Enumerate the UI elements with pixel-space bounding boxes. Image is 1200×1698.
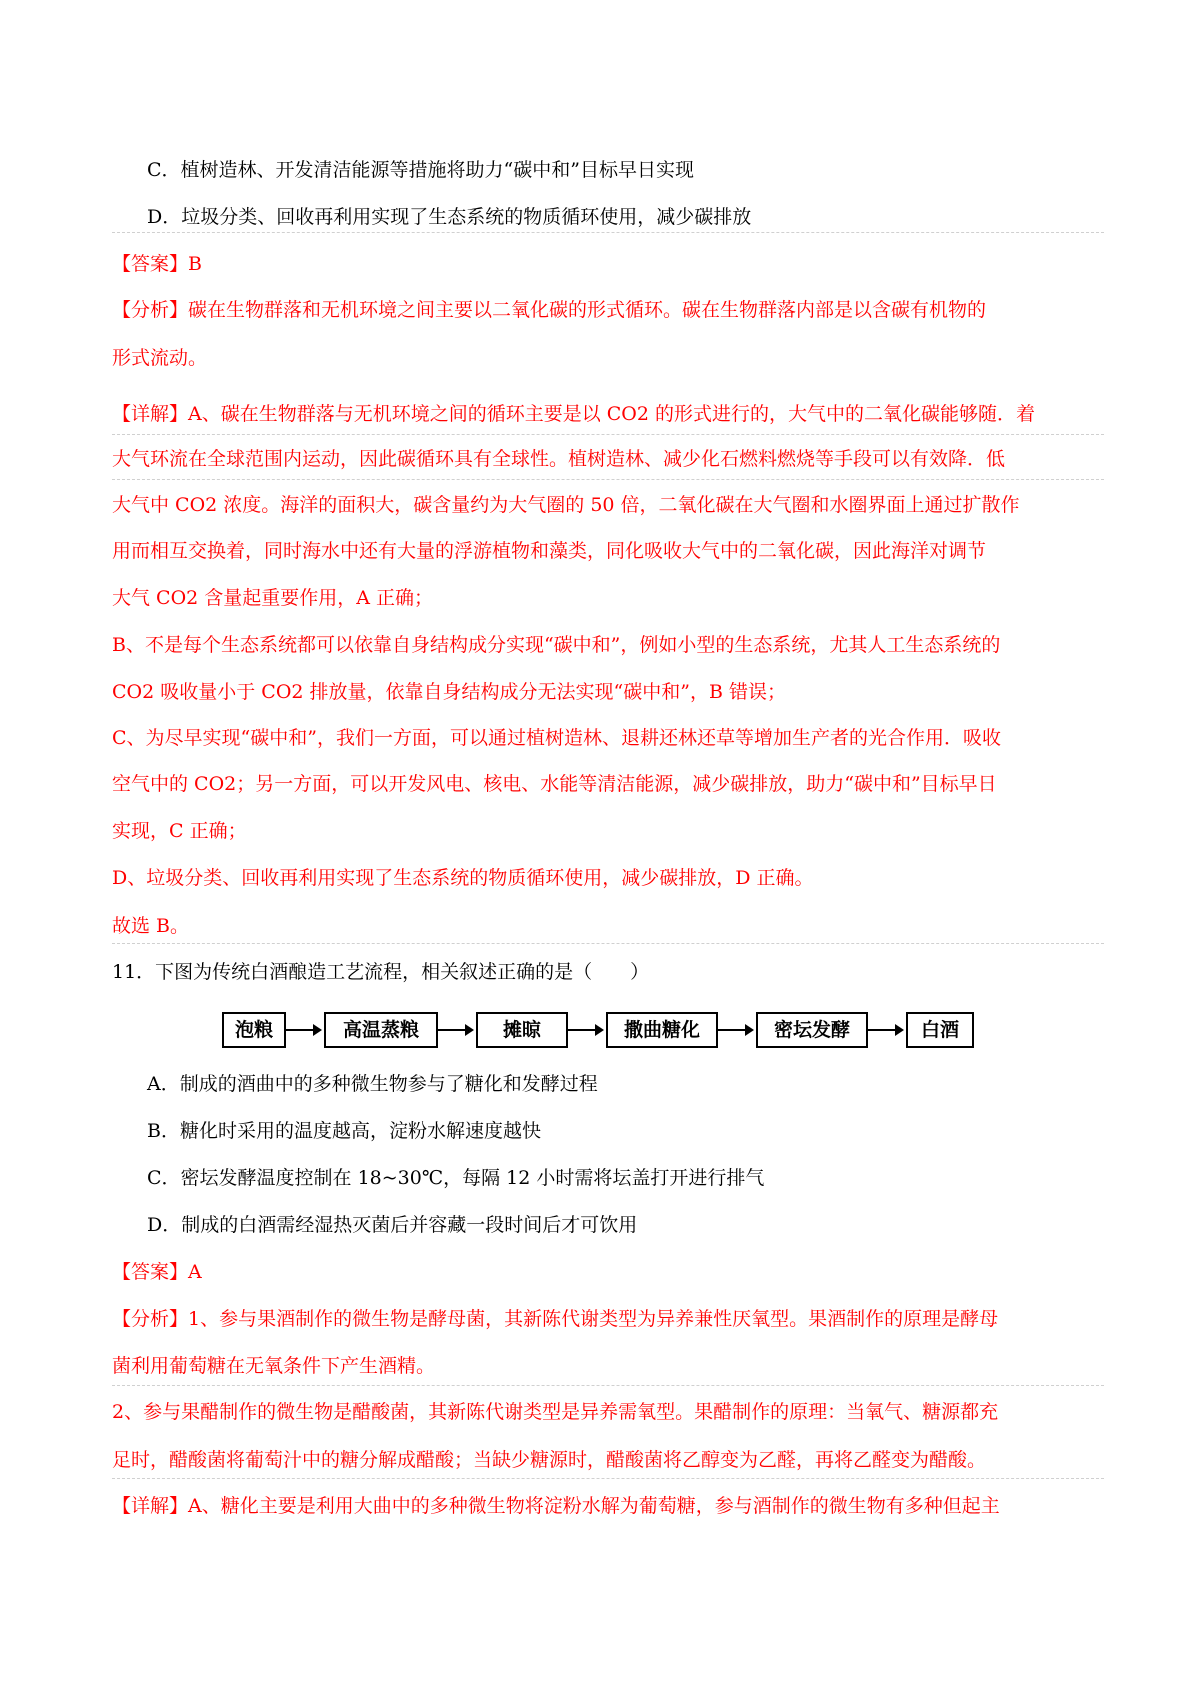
q11-answer	[112, 1258, 202, 1286]
q11-option-a: A．制成的酒曲中的多种微生物参与了糖化和发酵过程	[147, 1073, 598, 1095]
flow-arrow	[718, 1029, 752, 1031]
answer-value: B	[188, 253, 202, 275]
q10-detail-line-9: 空气中的 CO2；另一方面，可以开发风电、核电、水能等清洁能源，减少碳排放，助力“碳中和”目标早日	[112, 773, 997, 795]
q10-analysis-line-1: 【分析】碳在生物群落和无机环境之间主要以二氧化碳的形式循环。碳在生物群落内部是以含碳有机物的	[112, 299, 987, 321]
q11-option-b: B．糖化时采用的温度越高，淀粉水解速度越快	[147, 1120, 541, 1142]
flow-step-liquor: 白酒	[906, 1012, 974, 1048]
answer-value: A	[188, 1261, 202, 1283]
divider	[112, 479, 1104, 480]
q10-option-c: C．植树造林、开发清洁能源等措施将助力“碳中和”目标早日实现	[147, 159, 694, 181]
q10-detail-line-2: 大气环流在全球范围内运动，因此碳循环具有全球性。植树造林、减少化石燃料燃烧等手段可以有效降．低	[112, 448, 1006, 470]
q10-detail-line-7: CO2 吸收量小于 CO2 排放量，依靠自身结构成分无法实现“碳中和”，B 错误；	[112, 681, 786, 703]
q10-detail-line-5: 大气 CO2 含量起重要作用，A 正确；	[112, 587, 434, 609]
q10-detail-line-11: D、垃圾分类、回收再利用实现了生态系统的物质循环使用，减少碳排放，D 正确。	[112, 867, 814, 889]
process-flow-diagram	[222, 1012, 974, 1060]
q11-analysis-line-3: 2、参与果醋制作的微生物是醋酸菌，其新陈代谢类型是异养需氧型。果醋制作的原理：当氧气、糖源都充	[112, 1401, 999, 1423]
divider	[112, 1478, 1104, 1479]
q10-answer	[112, 250, 202, 278]
flow-arrow	[438, 1029, 472, 1031]
q11-stem: 11．下图为传统白酒酿造工艺流程，相关叙述正确的是（ ）	[112, 961, 650, 983]
flow-step-cool: 摊晾	[476, 1012, 568, 1048]
q10-detail-line-4: 用而相互交换着，同时海水中还有大量的浮游植物和藻类，同化吸收大气中的二氧化碳，因此海洋对调节	[112, 540, 987, 562]
answer-tag: 【答案】	[112, 253, 189, 275]
flow-step-ferment: 密坛发酵	[756, 1012, 868, 1048]
q10-analysis-line-2: 形式流动。	[112, 347, 208, 369]
flow-arrow	[286, 1029, 320, 1031]
q10-detail-line-6: B、不是每个生态系统都可以依靠自身结构成分实现“碳中和”，例如小型的生态系统，尤其人工生态系统的	[112, 634, 1001, 656]
flow-step-soak: 泡粮	[222, 1012, 286, 1048]
q10-detail-line-8: C、为尽早实现“碳中和”，我们一方面，可以通过植树造林、退耕还林还草等增加生产者的光合作用．吸收	[112, 727, 1001, 749]
divider	[112, 434, 1104, 435]
divider	[112, 1385, 1104, 1386]
divider	[112, 232, 1104, 233]
q11-analysis-line-2: 菌利用葡萄糖在无氧条件下产生酒精。	[112, 1355, 436, 1377]
q10-detail-line-1: 【详解】A、碳在生物群落与无机环境之间的循环主要是以 CO2 的形式进行的，大气中的二氧化碳能够随．着	[112, 403, 1036, 425]
answer-tag: 【答案】	[112, 1261, 189, 1283]
flow-arrow	[868, 1029, 902, 1031]
divider	[112, 943, 1104, 944]
flow-step-steam: 高温蒸粮	[324, 1012, 438, 1048]
q11-option-d: D．制成的白酒需经湿热灭菌后并容藏一段时间后才可饮用	[147, 1214, 638, 1236]
q11-analysis-line-1: 【分析】1、参与果酒制作的微生物是酵母菌，其新陈代谢类型为异养兼性厌氧型。果酒制作的原理是酵母	[112, 1308, 999, 1330]
q11-option-c: C．密坛发酵温度控制在 18~30℃，每隔 12 小时需将坛盖打开进行排气	[147, 1167, 765, 1189]
flow-step-saccharify: 撒曲糖化	[606, 1012, 718, 1048]
flow-arrow	[568, 1029, 602, 1031]
q11-detail-line-1: 【详解】A、糖化主要是利用大曲中的多种微生物将淀粉水解为葡萄糖，参与酒制作的微生物有多种但起主	[112, 1495, 1000, 1517]
q10-detail-line-10: 实现，C 正确；	[112, 820, 247, 842]
q10-option-d: D．垃圾分类、回收再利用实现了生态系统的物质循环使用，减少碳排放	[147, 206, 752, 228]
q10-conclusion: 故选 B。	[112, 915, 190, 937]
q10-detail-line-3: 大气中 CO2 浓度。海洋的面积大，碳含量约为大气圈的 50 倍，二氧化碳在大气圈和水圈界面上通过扩散作	[112, 494, 1020, 516]
q11-analysis-line-4: 足时，醋酸菌将葡萄汁中的糖分解成醋酸；当缺少糖源时，醋酸菌将乙醇变为乙醛，再将乙醛变为醋酸。	[112, 1449, 987, 1471]
